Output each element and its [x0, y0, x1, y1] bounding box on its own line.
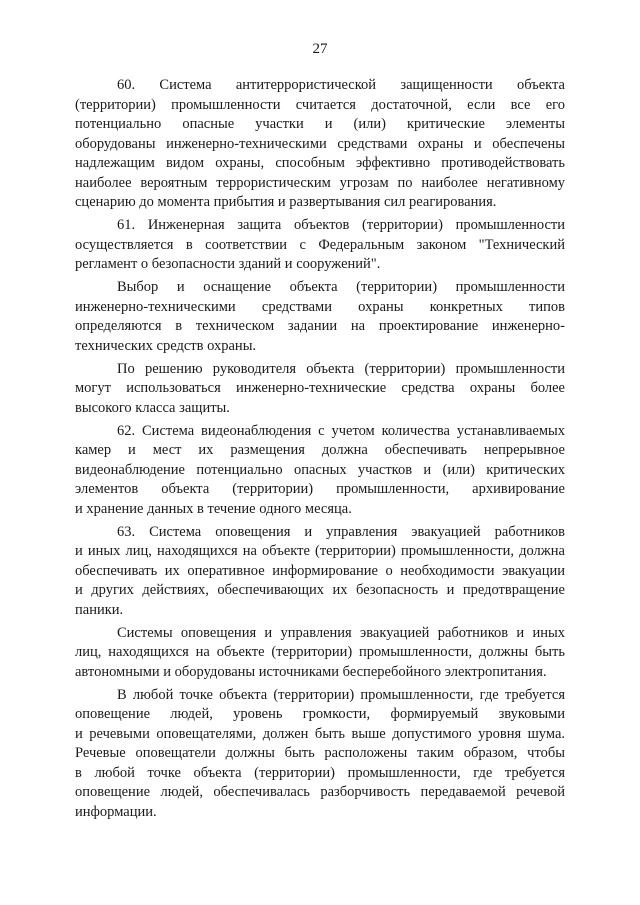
text-line: 62. Система видеонаблюдения с учетом количества устанавливаемых: [117, 422, 565, 439]
paragraph-p60: [75, 76, 565, 213]
text-line: оборудованы инженерно-техническими средствами охраны и обеспечены: [75, 135, 565, 152]
text-line: Речевые оповещатели должны быть расположены таким образом, чтобы: [75, 745, 565, 761]
text-line: По решению руководителя объекта (территории) промышленности: [117, 360, 565, 377]
text-line: В любой точке объекта (территории) промышленности, где требуется: [117, 686, 565, 703]
text-line: и других действиях, обеспечивающих их безопасность и предотвращение: [75, 582, 565, 598]
paragraph-p63-point: [75, 686, 565, 823]
text-line: осуществляется в соответствии с Федеральным законом "Технический: [75, 236, 565, 253]
text-line: потенциально опасные участки и (или) критические элементы: [75, 116, 565, 132]
text-line: информации.: [75, 803, 157, 820]
text-line: в любой точке объекта (территории) промышленности, где требуется: [75, 764, 565, 781]
text-line: 63. Система оповещения и управления эвакуацией работников: [117, 523, 565, 540]
text-line: сценарию до момента прибытия и развертывания сил реагирования.: [75, 194, 497, 210]
text-line: элементов объекта (территории) промышленности, архивирование: [75, 481, 565, 497]
text-line: высокого класса защиты.: [75, 399, 230, 416]
text-line: инженерно-техническими средствами охраны конкретных типов: [75, 298, 565, 315]
paragraph-p63-systems: [75, 624, 565, 683]
text-line: регламент о безопасности зданий и сооружений".: [75, 256, 381, 272]
text-line: Системы оповещения и управления эвакуацией работников и иных: [117, 624, 565, 641]
text-line: оповещение людей, обеспечивалась разборчивость передаваемой речевой: [75, 784, 565, 800]
text-line: и речевыми оповещателями, должен быть выше допустимого уровня шума.: [75, 725, 565, 742]
text-line: видеонаблюдение потенциально опасных участков и (или) критических: [75, 461, 565, 478]
page-number: 27: [312, 41, 328, 57]
text-line: могут использоваться инженерно-технические средства охраны более: [75, 380, 565, 396]
text-line: определяются в техническом задании на проектирование инженерно-: [75, 318, 565, 334]
text-line: и хранение данных в течение одного месяца.: [75, 500, 352, 517]
text-line: 60. Система антитеррористической защищенности объекта: [117, 77, 565, 93]
text-line: и иных лиц, находящихся на объекте (территории) промышленности, должна: [75, 543, 565, 559]
text-line: камер и мест их размещения должна обеспечивать непрерывное: [75, 442, 565, 458]
text-line: оповещение людей, уровень громкости, формируемый звуковыми: [75, 706, 565, 722]
text-line: паники.: [75, 601, 124, 618]
text-line: наиболее вероятным террористическим угрозам по наиболее негативному: [75, 174, 565, 191]
text-line: (территории) промышленности считается достаточной, если все его: [75, 96, 565, 113]
text-line: лиц, находящихся на объекте (территории) промышленности, должны быть: [75, 644, 565, 660]
text-line: автономными и оборудованы источниками бесперебойного электропитания.: [75, 663, 547, 680]
text-line: Выбор и оснащение объекта (территории) промышленности: [117, 279, 565, 295]
paragraph-p63: [75, 523, 565, 621]
paragraph-p61-head: [75, 360, 565, 419]
paragraph-p61: [75, 216, 565, 275]
text-line: обеспечивать их оперативное информирование о необходимости эвакуации: [75, 562, 565, 579]
paragraph-p62: [75, 422, 565, 520]
text-line: надлежащим видом охраны, способным эффективно противодействовать: [75, 155, 565, 171]
paragraph-p61-choice: [75, 278, 565, 356]
text-line: 61. Инженерная защита объектов (территории) промышленности: [117, 217, 565, 233]
document-body: [75, 76, 565, 826]
text-line: технических средств охраны.: [75, 337, 257, 354]
